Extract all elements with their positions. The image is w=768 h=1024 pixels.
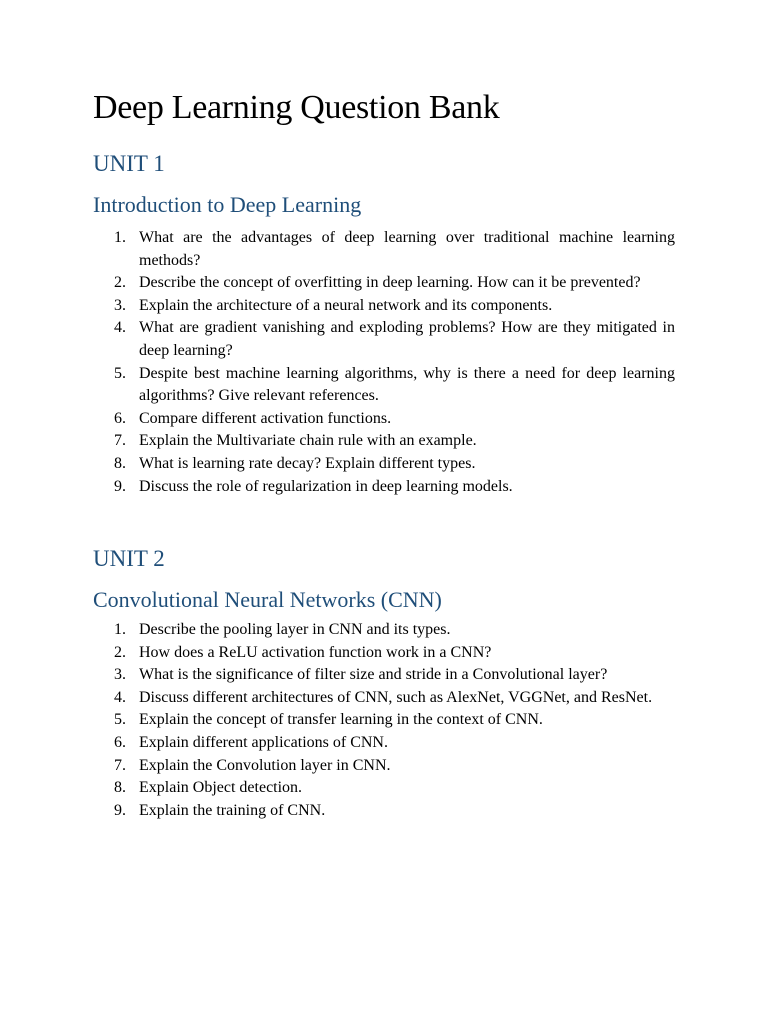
question-number: 5. bbox=[114, 364, 126, 382]
unit-2-heading: UNIT 2 bbox=[93, 546, 165, 571]
question-text: Explain Object detection. bbox=[139, 779, 303, 797]
unit-2-question-list bbox=[93, 619, 675, 822]
question-item bbox=[93, 408, 675, 431]
question-item bbox=[93, 272, 675, 295]
question-text: Explain the architecture of a neural network and its components. bbox=[139, 296, 553, 314]
question-number: 4. bbox=[114, 688, 126, 706]
question-text: Discuss the role of regularization in deep learning models. bbox=[139, 477, 513, 495]
question-item bbox=[93, 777, 675, 800]
question-item bbox=[93, 732, 675, 755]
question-item bbox=[93, 709, 675, 732]
question-number: 6. bbox=[114, 733, 126, 751]
question-item bbox=[93, 227, 675, 272]
question-text: Compare different activation functions. bbox=[139, 409, 392, 427]
question-number: 2. bbox=[114, 643, 126, 661]
question-text: Discuss different architectures of CNN, such as AlexNet, VGGNet, and ResNet. bbox=[139, 688, 653, 706]
question-number: 2. bbox=[114, 274, 126, 292]
question-number: 4. bbox=[114, 319, 126, 337]
question-text: Explain the Multivariate chain rule with an example. bbox=[139, 432, 477, 450]
question-text: What are the advantages of deep learning over traditional machine learning methods? bbox=[139, 229, 675, 269]
question-number: 8. bbox=[114, 454, 126, 472]
unit-1-question-list bbox=[93, 227, 675, 498]
question-number: 1. bbox=[114, 229, 126, 246]
question-text: Explain different applications of CNN. bbox=[139, 733, 388, 751]
question-item bbox=[93, 800, 675, 823]
question-number: 3. bbox=[114, 666, 126, 684]
question-number: 8. bbox=[114, 779, 126, 797]
question-item bbox=[93, 295, 675, 318]
question-text: What is learning rate decay? Explain different types. bbox=[139, 454, 476, 472]
question-item bbox=[93, 664, 675, 687]
question-text: Explain the Convolution layer in CNN. bbox=[139, 756, 391, 774]
question-text: How does a ReLU activation function work in a CNN? bbox=[139, 643, 492, 661]
unit-1-heading: UNIT 1 bbox=[93, 151, 165, 176]
question-text: What are gradient vanishing and exploding problems? How are they mitigated in deep learning? bbox=[139, 319, 675, 359]
question-text: Explain the concept of transfer learning in the context of CNN. bbox=[139, 711, 543, 729]
unit-2-section-title: Convolutional Neural Networks (CNN) bbox=[93, 587, 442, 612]
question-number: 5. bbox=[114, 711, 126, 729]
question-item bbox=[93, 453, 675, 476]
question-item bbox=[93, 363, 675, 408]
question-number: 9. bbox=[114, 477, 126, 495]
question-text: Despite best machine learning algorithms, why is there a need for deep learning algorithms? Give relevant references. bbox=[139, 364, 675, 405]
question-item bbox=[93, 476, 675, 499]
question-text: Describe the concept of overfitting in deep learning. How can it be prevented? bbox=[139, 274, 641, 292]
question-number: 3. bbox=[114, 296, 126, 314]
question-number: 9. bbox=[114, 801, 126, 819]
question-text: Describe the pooling layer in CNN and its types. bbox=[139, 621, 451, 638]
question-item bbox=[93, 317, 675, 362]
question-number: 1. bbox=[114, 621, 126, 638]
document-title: Deep Learning Question Bank bbox=[93, 89, 500, 126]
question-item bbox=[93, 619, 675, 642]
question-item bbox=[93, 430, 675, 453]
question-item bbox=[93, 687, 675, 710]
unit-1-section-title: Introduction to Deep Learning bbox=[93, 192, 362, 217]
question-text: What is the significance of filter size and stride in a Convolutional layer? bbox=[139, 666, 608, 684]
question-number: 7. bbox=[114, 432, 126, 450]
question-item bbox=[93, 642, 675, 665]
question-number: 7. bbox=[114, 756, 126, 774]
question-number: 6. bbox=[114, 409, 126, 427]
question-item bbox=[93, 755, 675, 778]
question-text: Explain the training of CNN. bbox=[139, 801, 326, 819]
